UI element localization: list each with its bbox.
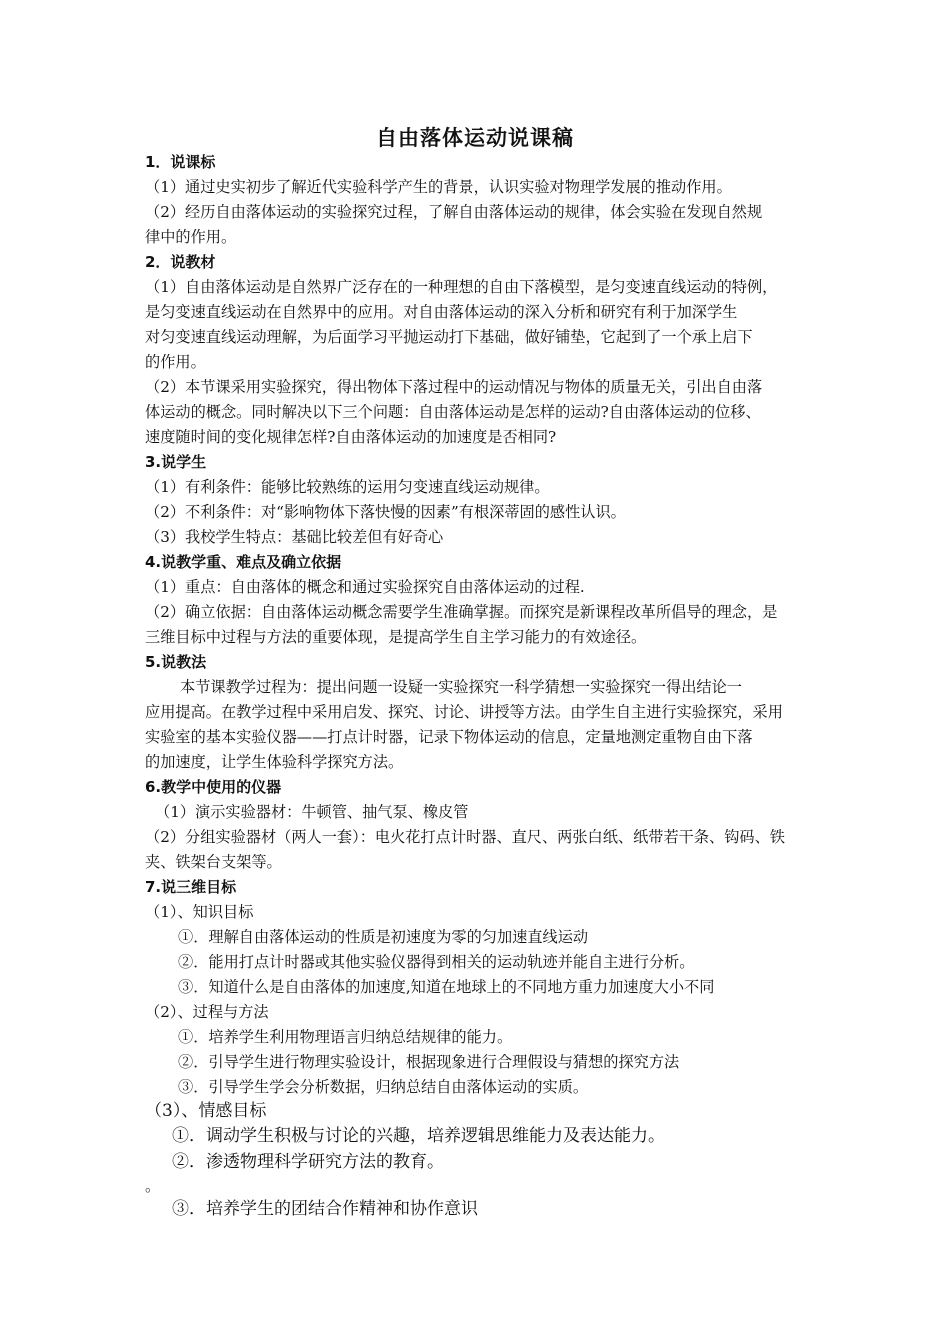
text-line: 的作用。 <box>145 353 206 371</box>
section-heading-5: 5.说教法 <box>145 653 207 671</box>
section-heading-4: 4.说教学重、难点及确立依据 <box>145 553 342 571</box>
section-heading-1: 1．说课标 <box>145 153 216 171</box>
text-line: （2）分组实验器材（两人一套）：电火花打点计时器、直尺、两张白纸、纸带若干条、钩码、铁 <box>145 828 785 846</box>
list-item: ①．培养学生利用物理语言归纳总结规律的能力。 <box>178 1028 513 1046</box>
list-item: ③．引导学生学会分析数据，归纳总结自由落体运动的实质。 <box>178 1078 589 1096</box>
text-line: （2）不利条件：对“影响物体下落快慢的因素”有根深蒂固的感性认识。 <box>145 503 626 521</box>
section-heading-2: 2．说教材 <box>145 253 216 271</box>
text-line: 律中的作用。 <box>145 228 237 246</box>
text-line: 的加速度，让学生体验科学探究方法。 <box>145 753 404 771</box>
list-item: ③．培养学生的团结合作精神和协作意识 <box>172 1199 478 1219</box>
text-line: （1）自由落体运动是自然界广泛存在的一种理想的自由下落模型，是匀变速直线运动的特例， <box>145 278 778 296</box>
text-line: 对匀变速直线运动理解，为后面学习平抛运动打下基础，做好铺垫，它起到了一个承上启下 <box>145 328 753 346</box>
list-item: ②．能用打点计时器或其他实验仪器得到相关的运动轨迹并能自主进行分析。 <box>178 953 695 971</box>
subheading-process: （2）、过程与方法 <box>145 1003 269 1021</box>
text-line: 三维目标中过程与方法的重要体现，是提高学生自主学习能力的有效途径。 <box>145 628 647 646</box>
stray-punctuation: 。 <box>145 1177 161 1195</box>
list-item: ②．引导学生进行物理实验设计，根据现象进行合理假设与猜想的探究方法 <box>178 1053 680 1071</box>
text-line: （1）重点：自由落体的概念和通过实验探究自由落体运动的过程. <box>145 578 585 596</box>
text-line: 实验室的基本实验仪器——打点计时器，记录下物体运动的信息，定量地测定重物自由下落 <box>145 728 753 746</box>
text-line: （2）确立依据：自由落体运动概念需要学生准确掌握。而探究是新课程改革所倡导的理念，是 <box>145 603 778 621</box>
section-heading-3: 3.说学生 <box>145 453 207 471</box>
text-line: （1）演示实验器材：牛顿管、抽气泵、橡皮管 <box>155 803 469 821</box>
text-line: 是匀变速直线运动在自然界中的应用。对自由落体运动的深入分析和研究有利于加深学生 <box>145 303 738 321</box>
text-line: 速度随时间的变化规律怎样?自由落体运动的加速度是否相同? <box>145 428 557 446</box>
list-item: ③．知道什么是自由落体的加速度,知道在地球上的不同地方重力加速度大小不同 <box>178 978 715 996</box>
list-item: ①．理解自由落体运动的性质是初速度为零的匀加速直线运动 <box>178 928 589 946</box>
text-line: 本节课教学过程为：提出问题一设疑一实验探究一科学猜想一实验探究一得出结论一 <box>180 678 742 696</box>
section-heading-7: 7.说三维目标 <box>145 878 237 896</box>
text-line: （1）有利条件：能够比较熟练的运用匀变速直线运动规律。 <box>145 478 550 496</box>
subheading-knowledge: （1）、知识目标 <box>145 903 254 921</box>
text-line: 应用提高。在教学过程中采用启发、探究、讨论、讲授等方法。由学生自主进行实验探究，采用 <box>145 703 783 721</box>
text-line: 体运动的概念。同时解决以下三个问题：自由落体运动是怎样的运动?自由落体运动的位移、 <box>145 403 761 421</box>
document-title: 自由落体运动说课稿 <box>376 126 574 150</box>
list-item: ①．调动学生积极与讨论的兴趣，培养逻辑思维能力及表达能力。 <box>172 1126 665 1146</box>
list-item: ②．渗透物理科学研究方法的教育。 <box>172 1152 444 1172</box>
text-line: （2）本节课采用实验探究，得出物体下落过程中的运动情况与物体的质量无关，引出自由落 <box>145 378 763 396</box>
text-line: 夹、铁架台支架等。 <box>145 853 282 871</box>
text-line: （3）我校学生特点：基础比较差但有好奇心 <box>145 528 444 546</box>
subheading-emotion: （3）、情感目标 <box>145 1101 267 1121</box>
text-line: （2）经历自由落体运动的实验探究过程，了解自由落体运动的规律，体会实验在发现自然规 <box>145 203 763 221</box>
text-line: （1）通过史实初步了解近代实验科学产生的背景，认识实验对物理学发展的推动作用。 <box>145 178 732 196</box>
section-heading-6: 6.教学中使用的仪器 <box>145 778 282 796</box>
